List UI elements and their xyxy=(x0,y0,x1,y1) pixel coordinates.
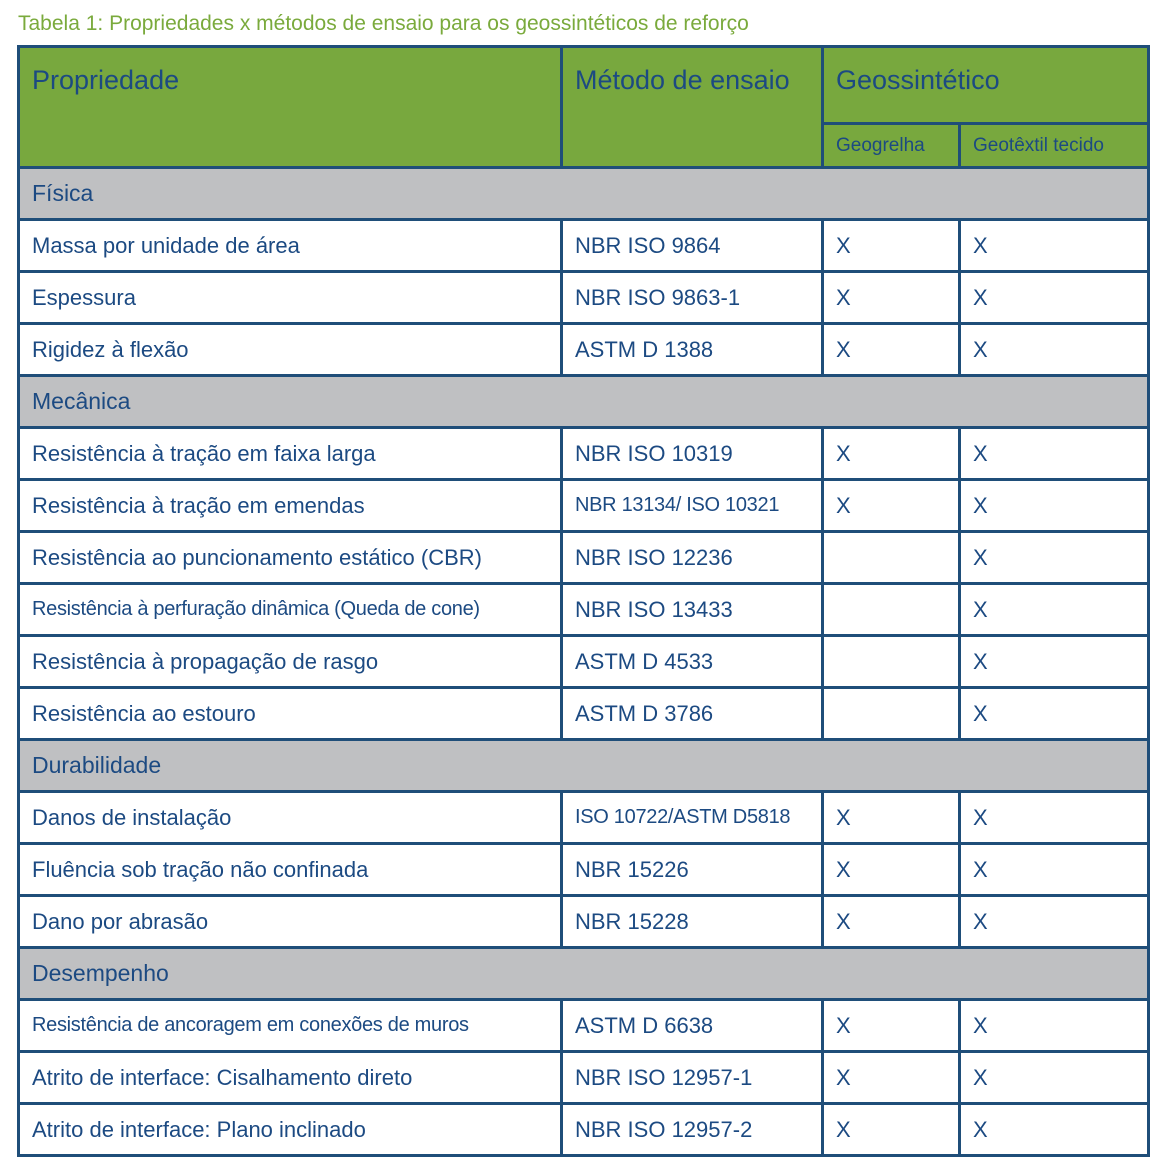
property-cell: Resistência à propagação de rasgo xyxy=(19,636,562,688)
geotextil-cell: X xyxy=(960,1052,1149,1104)
property-cell: Espessura xyxy=(19,272,562,324)
property-cell: Danos de instalação xyxy=(19,792,562,844)
table-row xyxy=(19,1104,1149,1156)
geotextil-cell: X xyxy=(960,844,1149,896)
geogrelha-cell xyxy=(823,636,960,688)
property-cell: Resistência ao puncionamento estático (CBR) xyxy=(19,532,562,584)
section-title: Física xyxy=(19,168,1149,220)
geogrelha-cell: X xyxy=(823,896,960,948)
property-cell: Resistência à perfuração dinâmica (Queda de cone) xyxy=(19,584,562,636)
geotextil-cell: X xyxy=(960,792,1149,844)
property-cell: Fluência sob tração não confinada xyxy=(19,844,562,896)
section-title: Durabilidade xyxy=(19,740,1149,792)
geotextil-cell: X xyxy=(960,220,1149,272)
method-cell: NBR ISO 10319 xyxy=(562,428,823,480)
property-cell: Resistência à tração em faixa larga xyxy=(19,428,562,480)
geogrelha-cell xyxy=(823,532,960,584)
geotextil-cell: X xyxy=(960,584,1149,636)
method-cell: NBR ISO 9863-1 xyxy=(562,272,823,324)
property-cell: Resistência ao estouro xyxy=(19,688,562,740)
table-body xyxy=(19,168,1149,1156)
geotextil-cell: X xyxy=(960,324,1149,376)
property-cell: Dano por abrasão xyxy=(19,896,562,948)
geogrelha-cell: X xyxy=(823,272,960,324)
method-cell: NBR ISO 13433 xyxy=(562,584,823,636)
method-cell: NBR ISO 9864 xyxy=(562,220,823,272)
section-row xyxy=(19,740,1149,792)
section-title: Desempenho xyxy=(19,948,1149,1000)
table-row xyxy=(19,1000,1149,1052)
header-geossintetico: Geossintético xyxy=(823,47,1149,124)
geotextil-cell: X xyxy=(960,896,1149,948)
geotextil-cell: X xyxy=(960,688,1149,740)
section-row xyxy=(19,168,1149,220)
geogrelha-cell: X xyxy=(823,792,960,844)
property-cell: Atrito de interface: Plano inclinado xyxy=(19,1104,562,1156)
table-row xyxy=(19,636,1149,688)
method-cell: NBR 15226 xyxy=(562,844,823,896)
table-row xyxy=(19,584,1149,636)
geotextil-cell: X xyxy=(960,636,1149,688)
method-cell: NBR ISO 12957-2 xyxy=(562,1104,823,1156)
property-cell: Resistência à tração em emendas xyxy=(19,480,562,532)
geogrelha-cell: X xyxy=(823,220,960,272)
property-cell: Atrito de interface: Cisalhamento direto xyxy=(19,1052,562,1104)
section-title: Mecânica xyxy=(19,376,1149,428)
geogrelha-cell xyxy=(823,584,960,636)
geogrelha-cell: X xyxy=(823,324,960,376)
table-row xyxy=(19,428,1149,480)
property-cell: Resistência de ancoragem em conexões de muros xyxy=(19,1000,562,1052)
geogrelha-cell: X xyxy=(823,1052,960,1104)
section-row xyxy=(19,948,1149,1000)
geogrelha-cell: X xyxy=(823,844,960,896)
property-cell: Massa por unidade de área xyxy=(19,220,562,272)
geogrelha-cell: X xyxy=(823,428,960,480)
geotextil-cell: X xyxy=(960,1000,1149,1052)
table-row xyxy=(19,532,1149,584)
geotextil-cell: X xyxy=(960,428,1149,480)
method-cell: NBR 13134/ ISO 10321 xyxy=(562,480,823,532)
table-row xyxy=(19,792,1149,844)
geotextil-cell: X xyxy=(960,532,1149,584)
table-row xyxy=(19,688,1149,740)
method-cell: NBR ISO 12957-1 xyxy=(562,1052,823,1104)
geotextil-cell: X xyxy=(960,480,1149,532)
header-geotextil: Geotêxtil tecido xyxy=(960,124,1149,168)
table-row xyxy=(19,480,1149,532)
table-row xyxy=(19,324,1149,376)
method-cell: ASTM D 4533 xyxy=(562,636,823,688)
method-cell: NBR ISO 12236 xyxy=(562,532,823,584)
method-cell: ASTM D 1388 xyxy=(562,324,823,376)
header-property: Propriedade xyxy=(19,47,562,168)
method-cell: ASTM D 3786 xyxy=(562,688,823,740)
property-cell: Rigidez à flexão xyxy=(19,324,562,376)
table-row xyxy=(19,1052,1149,1104)
properties-table xyxy=(17,45,1150,1157)
table-row xyxy=(19,896,1149,948)
geotextil-cell: X xyxy=(960,272,1149,324)
section-row xyxy=(19,376,1149,428)
header-geogrelha: Geogrelha xyxy=(823,124,960,168)
method-cell: ASTM D 6638 xyxy=(562,1000,823,1052)
geogrelha-cell: X xyxy=(823,480,960,532)
table-row xyxy=(19,220,1149,272)
method-cell: ISO 10722/ASTM D5818 xyxy=(562,792,823,844)
geogrelha-cell xyxy=(823,688,960,740)
table-caption: Tabela 1: Propriedades x métodos de ensaio para os geossintéticos de reforço xyxy=(18,12,749,35)
table-row xyxy=(19,844,1149,896)
geogrelha-cell: X xyxy=(823,1000,960,1052)
header-method: Método de ensaio xyxy=(562,47,823,168)
geotextil-cell: X xyxy=(960,1104,1149,1156)
table-row xyxy=(19,272,1149,324)
method-cell: NBR 15228 xyxy=(562,896,823,948)
geogrelha-cell: X xyxy=(823,1104,960,1156)
